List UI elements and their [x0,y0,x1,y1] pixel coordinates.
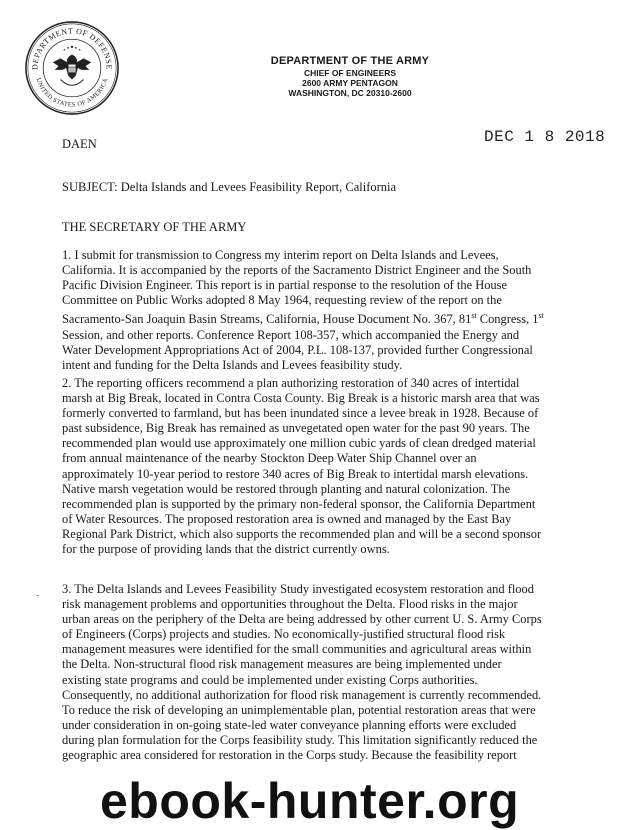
paragraph-line: 1. I submit for transmission to Congress my interim report on Delta Islands and Levees, [62,248,499,262]
letterhead-street: 2600 ARMY PENTAGON [302,78,398,88]
addressee: THE SECRETARY OF THE ARMY [62,220,247,234]
office-symbol: DAEN [62,137,97,151]
paragraph-line: formerly converted to farmland, but has been inundated since a levee break in 1928. Because of [62,406,539,421]
svg-text:DEPARTMENT OF DEFENSE: DEPARTMENT OF DEFENSE [30,26,114,71]
letterhead [150,55,550,98]
paragraph-line: California. It is accompanied by the reports of the Sacramento District Engineer and the South [62,263,532,278]
paragraph-line: Committee on Public Works adopted 8 May 1964, requesting review of the report on the [62,293,502,308]
department-of-defense-seal [24,20,120,116]
paragraph-3 [62,582,582,763]
paragraph-line: management measures were identified for the small communities and agricultural areas within [62,642,532,657]
paragraph-line: existing state programs and could be implemented under existing Corps authorities. [62,672,478,687]
paragraph-line: 3. The Delta Islands and Levees Feasibility Study investigated ecosystem restoration and flood [62,582,534,596]
paragraph-line: of Water Resources. The proposed restoration area is owned and managed by the East Bay [62,511,512,526]
paragraph-line: from annual maintenance of the nearby Stockton Deep Water Ship Channel over an [62,451,477,466]
subject-line: SUBJECT: Delta Islands and Levees Feasibility Report, California [62,180,397,194]
margin-mark: - [36,590,40,601]
paragraph-1 [62,248,582,373]
paragraph-line: Pacific Division Engineer. This report is in partial response to the resolution of the House [62,278,508,293]
paragraph-2 [62,376,582,557]
date-stamp: DEC 1 8 2018 [484,128,606,146]
paragraph-line: urban areas on the periphery of the Delta are being addressed by other current U. S. Army Corps [62,612,542,627]
watermark: ebook-hunter.org [100,773,520,829]
paragraph-line: recommended plan would use approximately one million cubic yards of clean dredged material [62,436,536,451]
letterhead-office: CHIEF OF ENGINEERS [303,68,397,78]
paragraph-line: Sacramento-San Joaquin Basin Streams, California, House Document No. 367, 81st Congress, 1st [62,311,544,327]
paragraph-line: Water Development Appropriations Act of 2004, P.L. 108-137, provided further Congressional [62,342,533,357]
paragraph-line: Regional Park District, which also supports the recommended plan and will be a second sponsor [62,526,542,541]
letterhead-city: WASHINGTON, DC 20310-2600 [288,88,412,98]
paragraph-line: Consequently, no additional authorization for flood risk management is currently recommended. [62,687,542,702]
paragraph-line: 2. The reporting officers recommend a plan authorizing restoration of 340 acres of intertidal [62,376,520,390]
paragraph-line: for the purpose of providing lands that the district currently owns. [62,542,390,557]
paragraph-line: To reduce the risk of developing an unimplementable plan, potential restoration areas that were [62,702,536,717]
paragraph-line: during plan formulation for the Corps feasibility study. This limitation significantly reduced the [62,732,538,747]
paragraph-line: intent and funding for the Delta Islands and Levees feasibility study. [62,357,403,372]
paragraph-line: Native marsh vegetation would be restored through planting and natural colonization. The [62,481,511,496]
paragraph-line: under consideration in on-going state-led water conveyance planning efforts were excluded [62,717,517,732]
paragraph-line: Session, and other reports. Conference Report 108-357, which accompanied the Energy and [62,327,520,342]
letterhead-department: DEPARTMENT OF THE ARMY [270,55,430,67]
paragraph-line: risk management problems and opportunities throughout the Delta. Flood risks in the major [62,597,518,612]
paragraph-line: the Delta. Non-structural flood risk management measures are being implemented under [62,657,502,672]
paragraph-line: approximately 10-year period to restore 340 acres of Big Break to intertidal marsh elevations. [62,466,529,481]
svg-text:UNITED STATES OF AMERICA: UNITED STATES OF AMERICA [34,77,110,109]
paragraph-line: recommended plan is supported by the primary non-federal sponsor, the California Department [62,496,536,511]
paragraph-line: of Engineers (Corps) projects and studies. No economically-justified structural flood risk [62,627,506,642]
paragraph-line: past subsidence, Big Break has remained as unvegetated open water for the past 90 years. The [62,421,530,436]
paragraph-line: marsh at Big Break, located in Contra Costa County. Big Break is a historic marsh area that was [62,391,540,406]
paragraph-line: geographic area considered for restoration in the Corps study. Because the feasibility report [62,748,517,763]
